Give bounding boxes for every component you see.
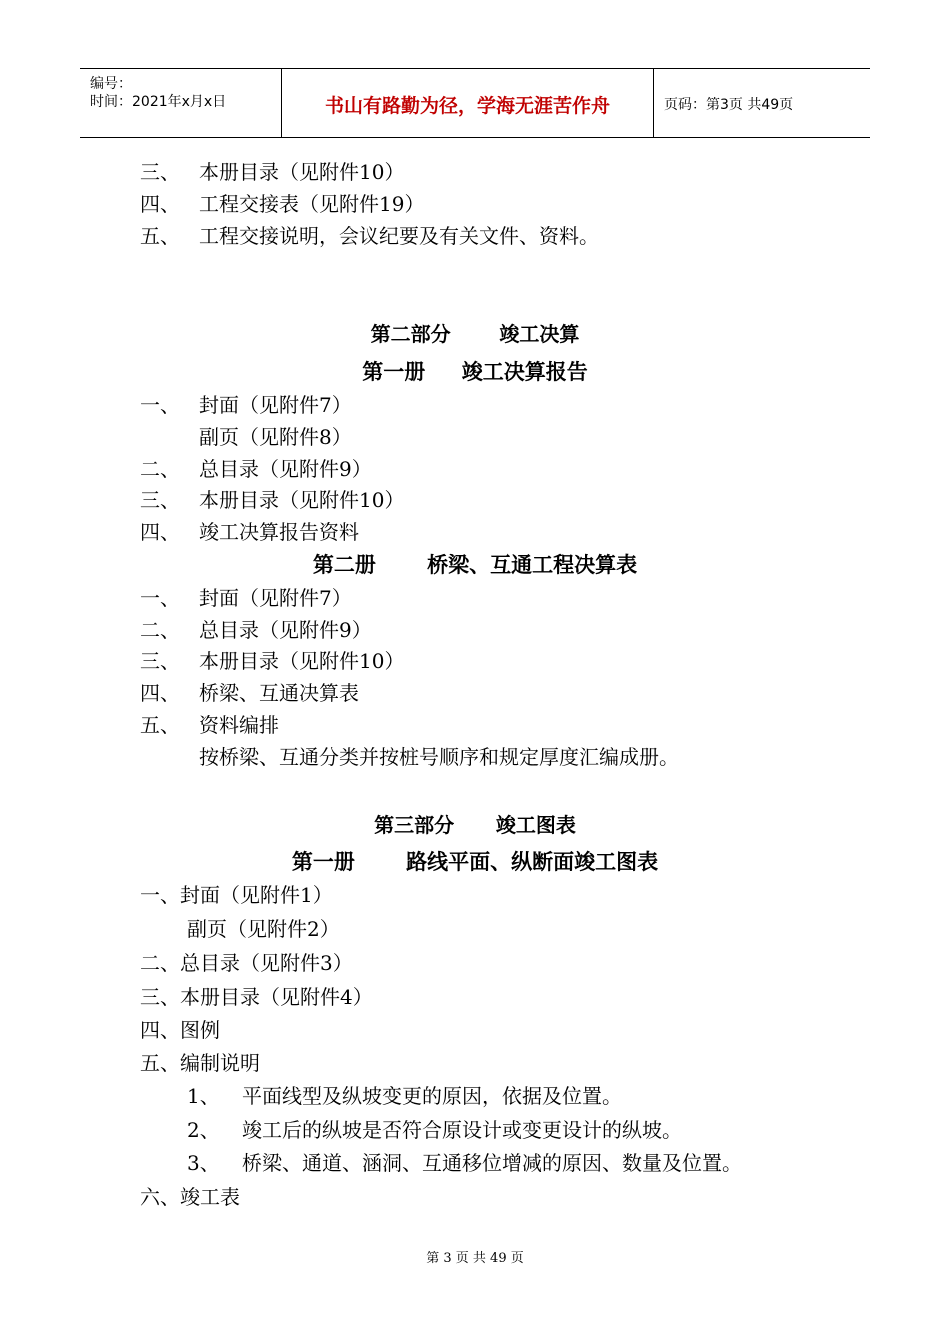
header-motto: 书山有路勤为径，学海无涯苦作舟 [324,95,610,117]
list-item: 工程交接说明，会议纪要及有关文件、资料。 [199,224,599,248]
list-item: 副页（见附件8） [199,425,352,449]
page-footer: 第 3 页 共 49 页 [426,1251,524,1266]
list-item: 总目录（见附件9） [199,457,372,481]
header-page-number: 页码：第3页 共49页 [664,97,794,113]
note-number: 2、 [187,1118,220,1142]
header-page-cell [654,69,870,137]
header-code: 编号： [90,76,132,92]
part2-book1-title: 第一册 竣工决算报告 [362,360,588,384]
note-item: 竣工后的纵坡是否符合原设计或变更设计的纵坡。 [242,1118,682,1142]
part2-title: 第二部分 竣工决算 [370,322,580,346]
list-item: 资料编排 [199,713,279,737]
list-item-number: 五、 [140,713,180,737]
note-number: 3、 [187,1151,220,1175]
list-item: 六、竣工表 [140,1185,240,1209]
list-item: 封面（见附件7） [199,393,352,417]
list-item: 四、图例 [140,1018,220,1042]
header-time: 时间：2021年x月x日 [90,94,227,110]
header-motto-cell [282,69,654,137]
page-header [80,68,870,138]
note-item: 桥梁、通道、涵洞、互通移位增减的原因、数量及位置。 [242,1151,742,1175]
header-info-cell [80,69,282,137]
list-item: 封面（见附件7） [199,586,352,610]
list-item-number: 四、 [140,681,180,705]
list-item: 桥梁、互通决算表 [199,681,359,705]
list-item: 按桥梁、互通分类并按桩号顺序和规定厚度汇编成册。 [199,745,679,769]
list-item: 本册目录（见附件10） [199,649,405,673]
list-item: 工程交接表（见附件19） [199,192,425,216]
list-item: 二、总目录（见附件3） [140,951,353,975]
list-item: 三、本册目录（见附件4） [140,985,373,1009]
list-item-number: 一、 [140,393,180,417]
list-item: 一、封面（见附件1） [140,883,333,907]
note-number: 1、 [187,1084,220,1108]
list-item: 五、编制说明 [140,1051,260,1075]
note-item: 平面线型及纵坡变更的原因，依据及位置。 [242,1084,622,1108]
list-item-number: 二、 [140,457,180,481]
part2-book2-title: 第二册 桥梁、互通工程决算表 [312,553,638,577]
list-item-number: 二、 [140,618,180,642]
list-item: 本册目录（见附件10） [199,488,405,512]
part3-title: 第三部分 竣工图表 [374,813,576,837]
list-item-number: 五、 [140,224,180,248]
part3-book1-title: 第一册 路线平面、纵断面竣工图表 [291,850,659,874]
list-item: 总目录（见附件9） [199,618,372,642]
list-item-number: 一、 [140,586,180,610]
list-item-number: 四、 [140,520,180,544]
list-item: 本册目录（见附件10） [199,160,405,184]
list-item-number: 三、 [140,488,180,512]
list-item: 竣工决算报告资料 [199,520,359,544]
list-item-number: 三、 [140,649,180,673]
list-item: 副页（见附件2） [187,917,340,941]
list-item-number: 三、 [140,160,180,184]
list-item-number: 四、 [140,192,180,216]
